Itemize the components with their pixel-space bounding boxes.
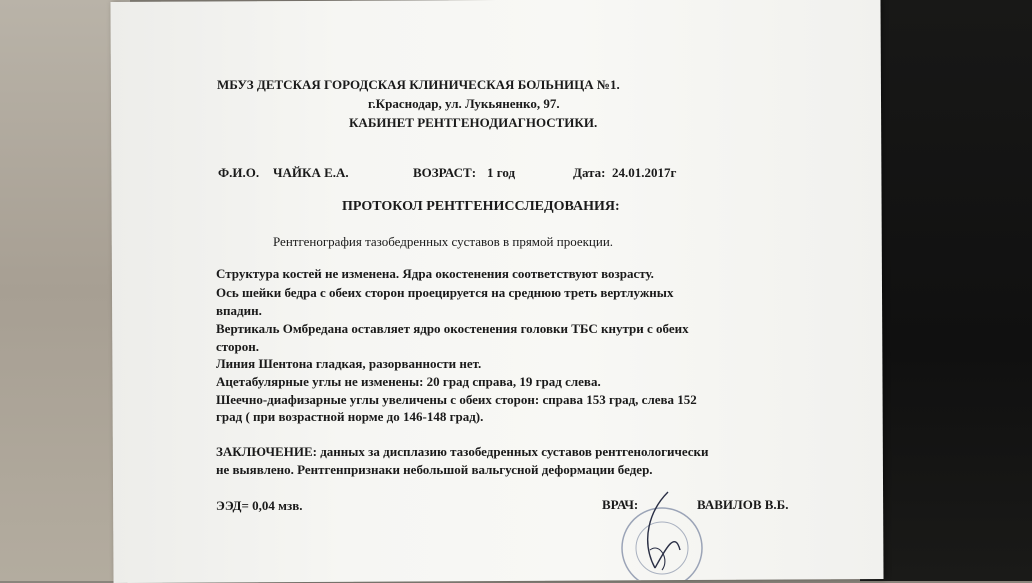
- finding-line: сторон.: [216, 339, 259, 354]
- doctor-name: ВАВИЛОВ В.Б.: [697, 497, 789, 512]
- patient-name-label: Ф.И.О.: [218, 165, 260, 180]
- department: КАБИНЕТ РЕНТГЕНОДИАГНОСТИКИ.: [349, 115, 598, 130]
- finding-line: впадин.: [216, 303, 262, 318]
- finding-line: Ось шейки бедра с обеих сторон проецируется на среднюю треть вертлужных: [216, 285, 674, 300]
- age-label: ВОЗРАСТ:: [413, 165, 477, 180]
- date-label: Дата:: [573, 165, 606, 180]
- finding-line: град ( при возрастной норме до 146-148 град).: [216, 409, 484, 424]
- protocol-title: ПРОТОКОЛ РЕНТГЕНИССЛЕДОВАНИЯ:: [342, 199, 620, 214]
- org-name: МБУЗ ДЕТСКАЯ ГОРОДСКАЯ КЛИНИЧЕСКАЯ БОЛЬНИЦА №1.: [217, 77, 620, 92]
- procedure: Рентгенография тазобедренных суставов в прямой проекции.: [273, 234, 614, 249]
- address: г.Краснодар, ул. Лукьяненко, 97.: [368, 96, 560, 111]
- finding-line: Вертикаль Омбредана оставляет ядро окостенения головки ТБС кнутри с обеих: [216, 321, 689, 336]
- dose: ЭЭД= 0,04 мзв.: [216, 498, 303, 513]
- conclusion-line: не выявлено. Рентгенпризнаки небольшой вальгусной деформации бедер.: [216, 462, 653, 477]
- finding-line: Линия Шентона гладкая, разорванности нет.: [216, 356, 482, 371]
- finding-line: Шеечно-диафизарные углы увеличены с обеих сторон: справа 153 град, слева 152: [216, 392, 697, 407]
- doctor-label: ВРАЧ:: [602, 497, 639, 512]
- background-right: [860, 0, 1032, 581]
- patient-name: ЧАЙКА Е.А.: [273, 165, 349, 180]
- age-value: 1 год: [487, 165, 516, 180]
- date-value: 24.01.2017г: [612, 165, 677, 180]
- doctor-stamp-signature: [610, 490, 710, 580]
- finding-line: Ацетабулярные углы не изменены: 20 град справа, 19 град слева.: [216, 374, 601, 389]
- conclusion-line: ЗАКЛЮЧЕНИЕ: данных за дисплазию тазобедренных суставов рентгенологически: [216, 444, 709, 459]
- finding-line: Структура костей не изменена. Ядра окостенения соответствуют возрасту.: [216, 266, 654, 281]
